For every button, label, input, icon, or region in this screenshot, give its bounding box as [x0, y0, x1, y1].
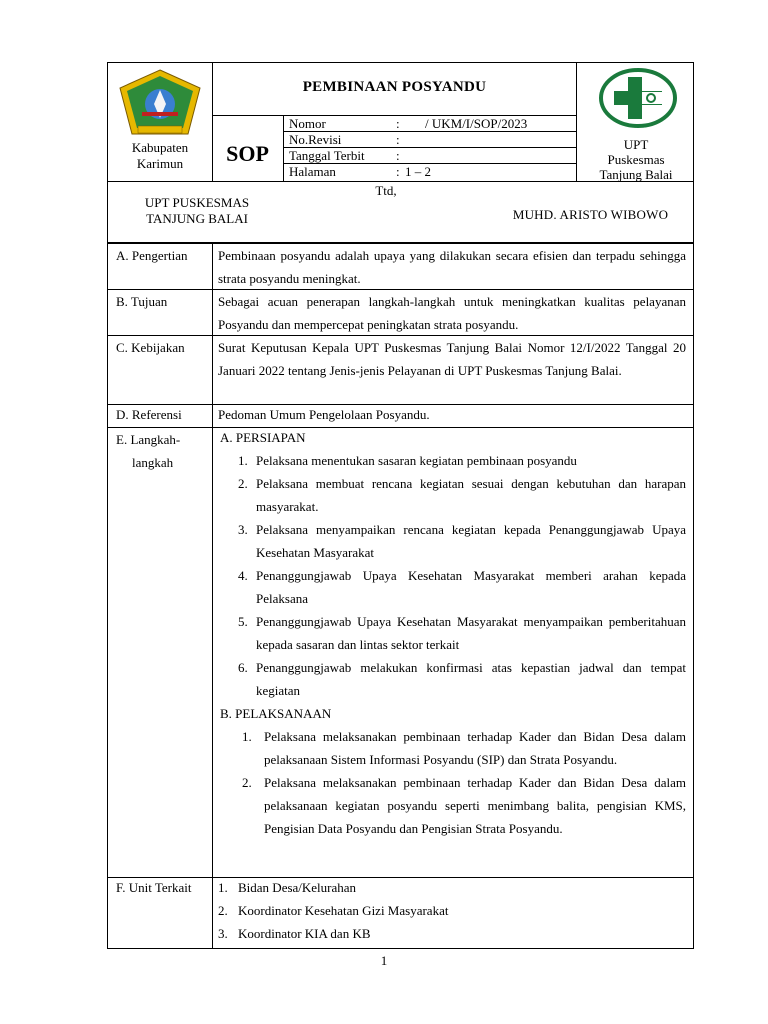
upt-puskesmas-label [577, 137, 695, 182]
item-text: Penanggungjawab Upaya Kesehatan Masyarakat menyampaikan pemberitahuan kepada sasaran dan lintas sektor terkait [256, 614, 686, 652]
item-number: 2. [218, 903, 228, 918]
meta-row-nomor [285, 116, 577, 131]
list-item [218, 449, 686, 472]
row-label [116, 428, 180, 474]
list-item [218, 472, 686, 518]
puskesmas-logo-icon [598, 67, 678, 129]
item-number: 3. [218, 926, 228, 941]
org-line1: UPT PUSKESMAS [144, 195, 250, 210]
meta-sep: : [396, 116, 400, 131]
row-label: F. Unit Terkait [116, 880, 192, 895]
procedure-steps [218, 426, 686, 840]
meta-row-tanggal-terbit [285, 148, 577, 163]
row-label: B. Tujuan [116, 294, 168, 309]
meta-sep: : [396, 132, 400, 147]
organization-name [108, 195, 286, 227]
item-text: Koordinator KIA dan KB [238, 926, 371, 941]
meta-key: Halaman [289, 164, 336, 179]
row-text: Pembinaan posyandu adalah upaya yang dilakukan secara efisien dan terpadu sehingga strata posyandu meningkat. [218, 248, 686, 286]
meta-value: / UKM/I/SOP/2023 [425, 116, 528, 131]
regency-logo-cell [108, 63, 212, 181]
sop-label: SOP [226, 141, 269, 166]
row-kebijakan [108, 335, 693, 404]
header-block [107, 62, 694, 182]
list-item [218, 899, 686, 922]
row-text: Surat Keputusan Kepala UPT Puskesmas Tanjung Balai Nomor 12/I/2022 Tanggal 20 Januari 2022 tentang Jenis-jenis Pelayanan di UPT Puskesmas Tanjung Balai. [218, 340, 686, 378]
upt-line3: Tanjung Balai [599, 167, 673, 182]
list-item [218, 922, 686, 945]
signatory-name: MUHD. ARISTO WIBOWO [512, 207, 669, 222]
item-number: 1. [238, 453, 248, 468]
item-text: Bidan Desa/Kelurahan [238, 880, 357, 895]
regency-name-line2: Karimun [136, 156, 184, 171]
divider [283, 115, 284, 181]
meta-row-halaman [285, 164, 577, 179]
upt-line2: Puskesmas [607, 152, 665, 167]
item-text: Pelaksana melaksanakan pembinaan terhadap Kader dan Bidan Desa dalam pelaksanaan kegiatan posyandu seperti menimbang balita, pengisian KMS, Pengisian Data Posyandu dan Pengisian Strata Posyandu. [264, 775, 686, 836]
row-label-line2: langkah [132, 455, 174, 470]
pelaksanaan-heading: B. PELAKSANAAN [220, 706, 332, 721]
item-text: Koordinator Kesehatan Gizi Masyarakat [238, 903, 449, 918]
row-label: C. Kebijakan [116, 340, 185, 355]
signature-row [107, 181, 694, 243]
item-text: Pelaksana menentukan sasaran kegiatan pembinaan posyandu [256, 453, 577, 468]
unit-list [218, 876, 686, 945]
list-item [218, 518, 686, 564]
pelaksanaan-list [218, 725, 686, 840]
list-item [218, 564, 686, 610]
row-label: D. Referensi [116, 407, 182, 422]
meta-sep: : [396, 148, 400, 163]
list-item [218, 876, 686, 899]
sop-content-table [107, 243, 694, 949]
item-text: Penanggungjawab Upaya Kesehatan Masyarakat memberi arahan kepada Pelaksana [256, 568, 686, 606]
item-number: 6. [238, 660, 248, 675]
meta-key: Tanggal Terbit [289, 148, 365, 163]
item-number: 3. [238, 522, 248, 537]
list-item [218, 610, 686, 656]
row-label-line1: E. Langkah- [116, 432, 181, 447]
item-number: 5. [238, 614, 248, 629]
item-number: 4. [238, 568, 248, 583]
meta-sep: : [396, 164, 400, 179]
meta-value: 1 – 2 [405, 164, 431, 179]
list-item [218, 725, 686, 771]
persiapan-list [218, 449, 686, 702]
item-number: 2. [242, 775, 252, 790]
row-referensi [108, 404, 693, 427]
page-number: 1 [380, 953, 388, 968]
item-text: Penanggungjawab melakukan konfirmasi atas kepastian jadwal dan tempat kegiatan [256, 660, 686, 698]
item-text: Pelaksana membuat rencana kegiatan sesuai dengan kebutuhan dan harapan masyarakat. [256, 476, 686, 514]
item-text: Pelaksana melaksanakan pembinaan terhadap Kader dan Bidan Desa dalam pelaksanaan Sistem Informasi Posyandu (SIP) dan Strata Posyandu. [264, 729, 686, 767]
meta-key: No.Revisi [289, 132, 342, 147]
row-langkah [108, 427, 693, 885]
regency-emblem-icon [118, 68, 202, 140]
meta-row-revisi [285, 132, 577, 147]
row-text: Sebagai acuan penerapan langkah-langkah untuk meningkatkan kualitas pelayanan Posyandu dan mempercepat peningkatan strata posyandu. [218, 294, 686, 332]
item-number: 1. [218, 880, 228, 895]
signature-mark: Ttd, [375, 183, 397, 198]
row-tujuan [108, 289, 693, 335]
regency-name-line1: Kabupaten [131, 140, 189, 155]
row-label: A. Pengertian [116, 248, 188, 263]
upt-line1: UPT [623, 137, 649, 152]
row-unit-terkait [108, 877, 693, 949]
list-item [218, 656, 686, 702]
persiapan-heading: A. PERSIAPAN [220, 430, 306, 445]
org-line2: TANJUNG BALAI [146, 211, 248, 226]
list-item [218, 771, 686, 840]
item-number: 2. [238, 476, 248, 491]
row-pengertian [108, 243, 693, 289]
item-text: Pelaksana menyampaikan rencana kegiatan kepada Penanggungjawab Upaya Kesehatan Masyarakat [256, 522, 686, 560]
related-units [218, 876, 686, 945]
item-number: 1. [242, 729, 252, 744]
meta-key: Nomor [289, 116, 326, 131]
document-title: PEMBINAAN POSYANDU [302, 79, 487, 95]
row-text: Pedoman Umum Pengelolaan Posyandu. [218, 407, 430, 422]
